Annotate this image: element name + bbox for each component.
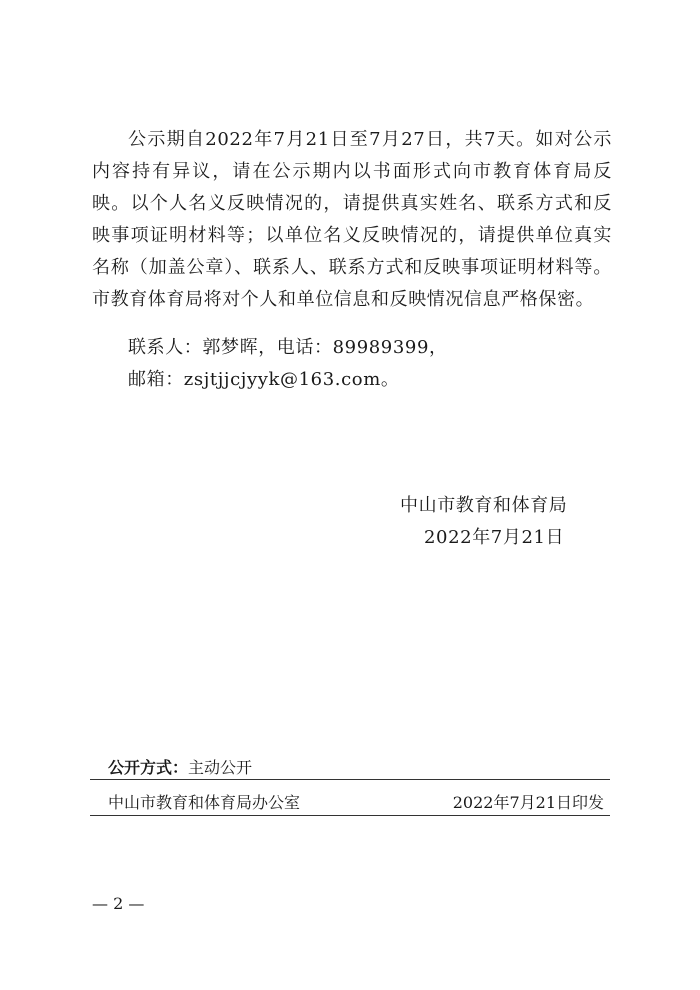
disclosure-value: 主动公开 [188,758,253,777]
disclosure-colon: ： [172,758,189,777]
disclosure-line [108,756,252,780]
contact-person-line: 联系人：郭梦晖，电话：89989399， [128,337,448,358]
issue-date: 2022年7月21日印发 [452,793,604,812]
notice-paragraph: 公示期自2022年7月21日至7月27日，共7天。如对公示内容持有异议，请在公示期内以书面形式向市教育体育局反映。以个人名义反映情况的，请提供真实姓名、联系方式和反映事项证明材料等；以单位名义反映情况的，请提供单位真实名称（加盖公章）、联系人、联系方式和反映事项证明材料等。市教育体育局将对个人和单位信息和反映情况信息严格保密。 [92,129,612,310]
signature-date: 2022年7月21日 [424,527,565,548]
issuing-office: 中山市教育和体育局办公室 [108,793,301,812]
footer-bottom-rule [90,815,610,816]
notice-body [92,124,612,316]
contact-email-line: 邮箱：zsjtjjcjyyk@163.com。 [128,369,400,390]
signature-organization: 中山市教育和体育局 [400,495,568,516]
page-number: — 2 — [92,894,145,913]
disclosure-label: 公开方式 [108,758,173,777]
